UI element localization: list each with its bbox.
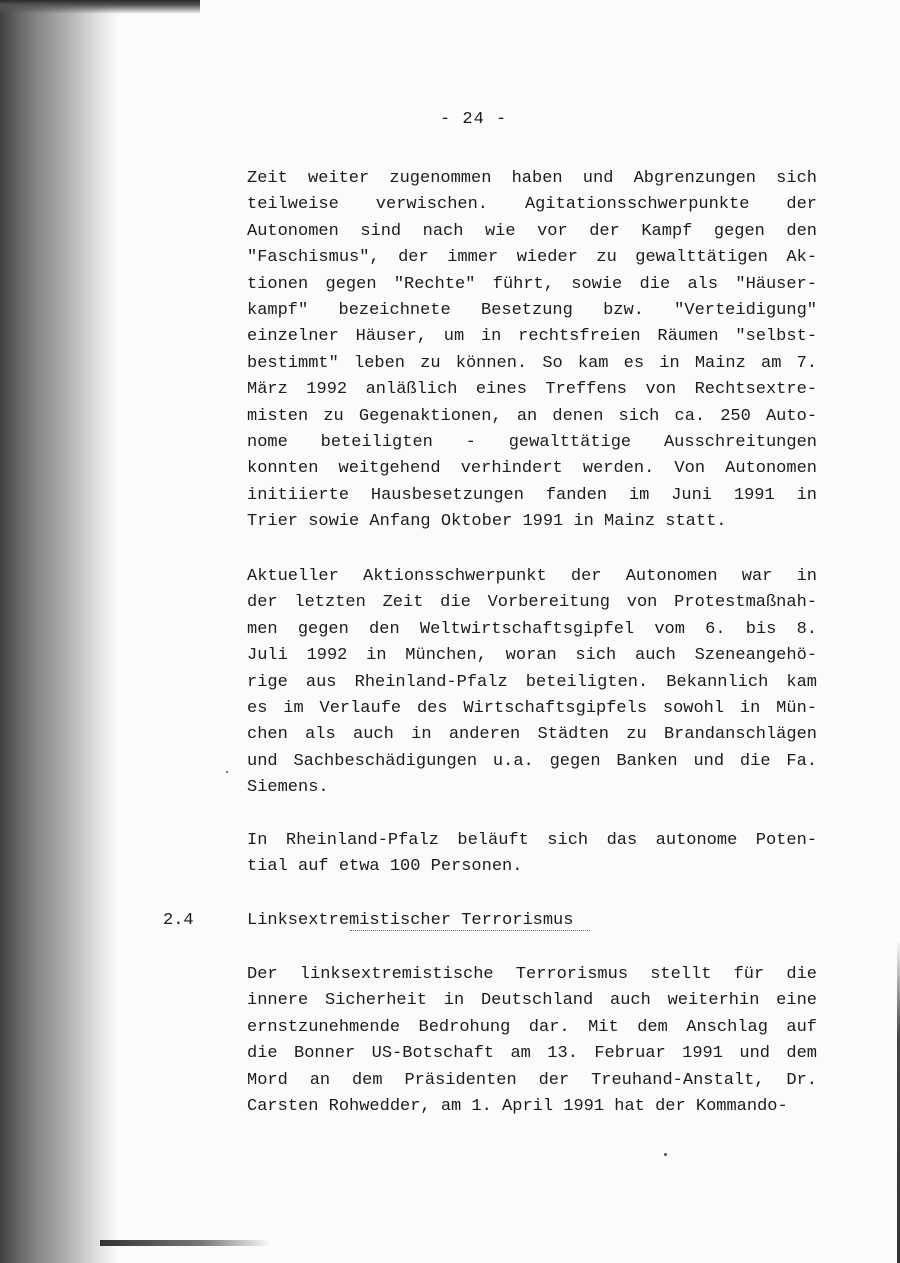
text-line: kampf" bezeichnete Besetzung bzw. "Verteidigung" — [247, 300, 817, 320]
section-number: 2.4 — [163, 911, 194, 930]
paragraph — [247, 962, 817, 1120]
text-line: Trier sowie Anfang Oktober 1991 in Mainz statt. — [247, 512, 727, 532]
scan-top-edge — [0, 0, 200, 14]
section-heading: Linksextremistischer Terrorismus — [247, 911, 574, 930]
text-line: misten zu Gegenaktionen, an denen sich ca. 250 Auto- — [247, 406, 817, 426]
text-line: chen als auch in anderen Städten zu Brandanschlägen — [247, 725, 817, 745]
text-line: März 1992 anläßlich eines Treffens von Rechtsextre- — [247, 380, 817, 400]
paragraph — [247, 828, 817, 881]
text-line: Mord an dem Präsidenten der Treuhand-Anstalt, Dr. — [247, 1070, 817, 1090]
text-line: rige aus Rheinland-Pfalz beteiligten. Bekannlich kam — [247, 672, 817, 692]
paragraph — [247, 166, 817, 535]
text-line: tionen gegen "Rechte" führt, sowie die als "Häuser- — [247, 274, 817, 294]
text-line: bestimmt" leben zu können. So kam es in Mainz am 7. — [247, 353, 817, 373]
text-line: es im Verlaufe des Wirtschaftsgipfels sowohl in Mün- — [247, 698, 817, 718]
text-line: der letzten Zeit die Vorbereitung von Protestmaßnah- — [247, 593, 817, 613]
text-line: ernstzunehmende Bedrohung dar. Mit dem Anschlag auf — [247, 1017, 817, 1037]
text-line: Juli 1992 in München, woran sich auch Szeneangehö- — [247, 646, 817, 666]
text-line: Der linksextremistische Terrorismus stellt für die — [247, 965, 817, 984]
paragraph — [247, 564, 817, 802]
text-line: In Rheinland-Pfalz beläuft sich das autonome Poten- — [247, 831, 817, 850]
text-line: tial auf etwa 100 Personen. — [247, 857, 523, 877]
text-line: konnten weitgehend verhindert werden. Von Autonomen — [247, 459, 817, 479]
text-line: Autonomen sind nach wie vor der Kampf gegen den — [247, 221, 817, 241]
text-line: Carsten Rohwedder, am 1. April 1991 hat der Kommando- — [247, 1096, 788, 1116]
scan-bottom-edge — [100, 1240, 270, 1246]
text-line: die Bonner US-Botschaft am 13. Februar 1991 und dem — [247, 1044, 817, 1064]
text-line: teilweise verwischen. Agitationsschwerpunkte der — [247, 195, 817, 215]
scan-binding-shadow — [0, 0, 120, 1263]
scan-speck — [226, 771, 228, 773]
text-line: nome beteiligten - gewalttätige Ausschreitungen — [247, 432, 817, 452]
text-line: "Faschismus", der immer wieder zu gewalttätigen Ak- — [247, 248, 817, 268]
text-line: men gegen den Weltwirtschaftsgipfel vom 6. bis 8. — [247, 619, 817, 639]
page-number: - 24 - — [440, 110, 508, 129]
text-line: initiierte Hausbesetzungen fanden im Juni 1991 in — [247, 485, 817, 505]
text-line: Aktueller Aktionsschwerpunkt der Autonomen war in — [247, 567, 817, 586]
text-line: einzelner Häuser, um in rechtsfreien Räumen "selbst- — [247, 327, 817, 347]
heading-underline — [350, 930, 590, 932]
text-line: und Sachbeschädigungen u.a. gegen Banken und die Fa. — [247, 751, 817, 771]
text-line: innere Sicherheit in Deutschland auch weiterhin eine — [247, 991, 817, 1011]
text-line: Siemens. — [247, 778, 329, 798]
text-line: Zeit weiter zugenommen haben und Abgrenzungen sich — [247, 169, 817, 188]
scan-speck — [664, 1153, 667, 1156]
